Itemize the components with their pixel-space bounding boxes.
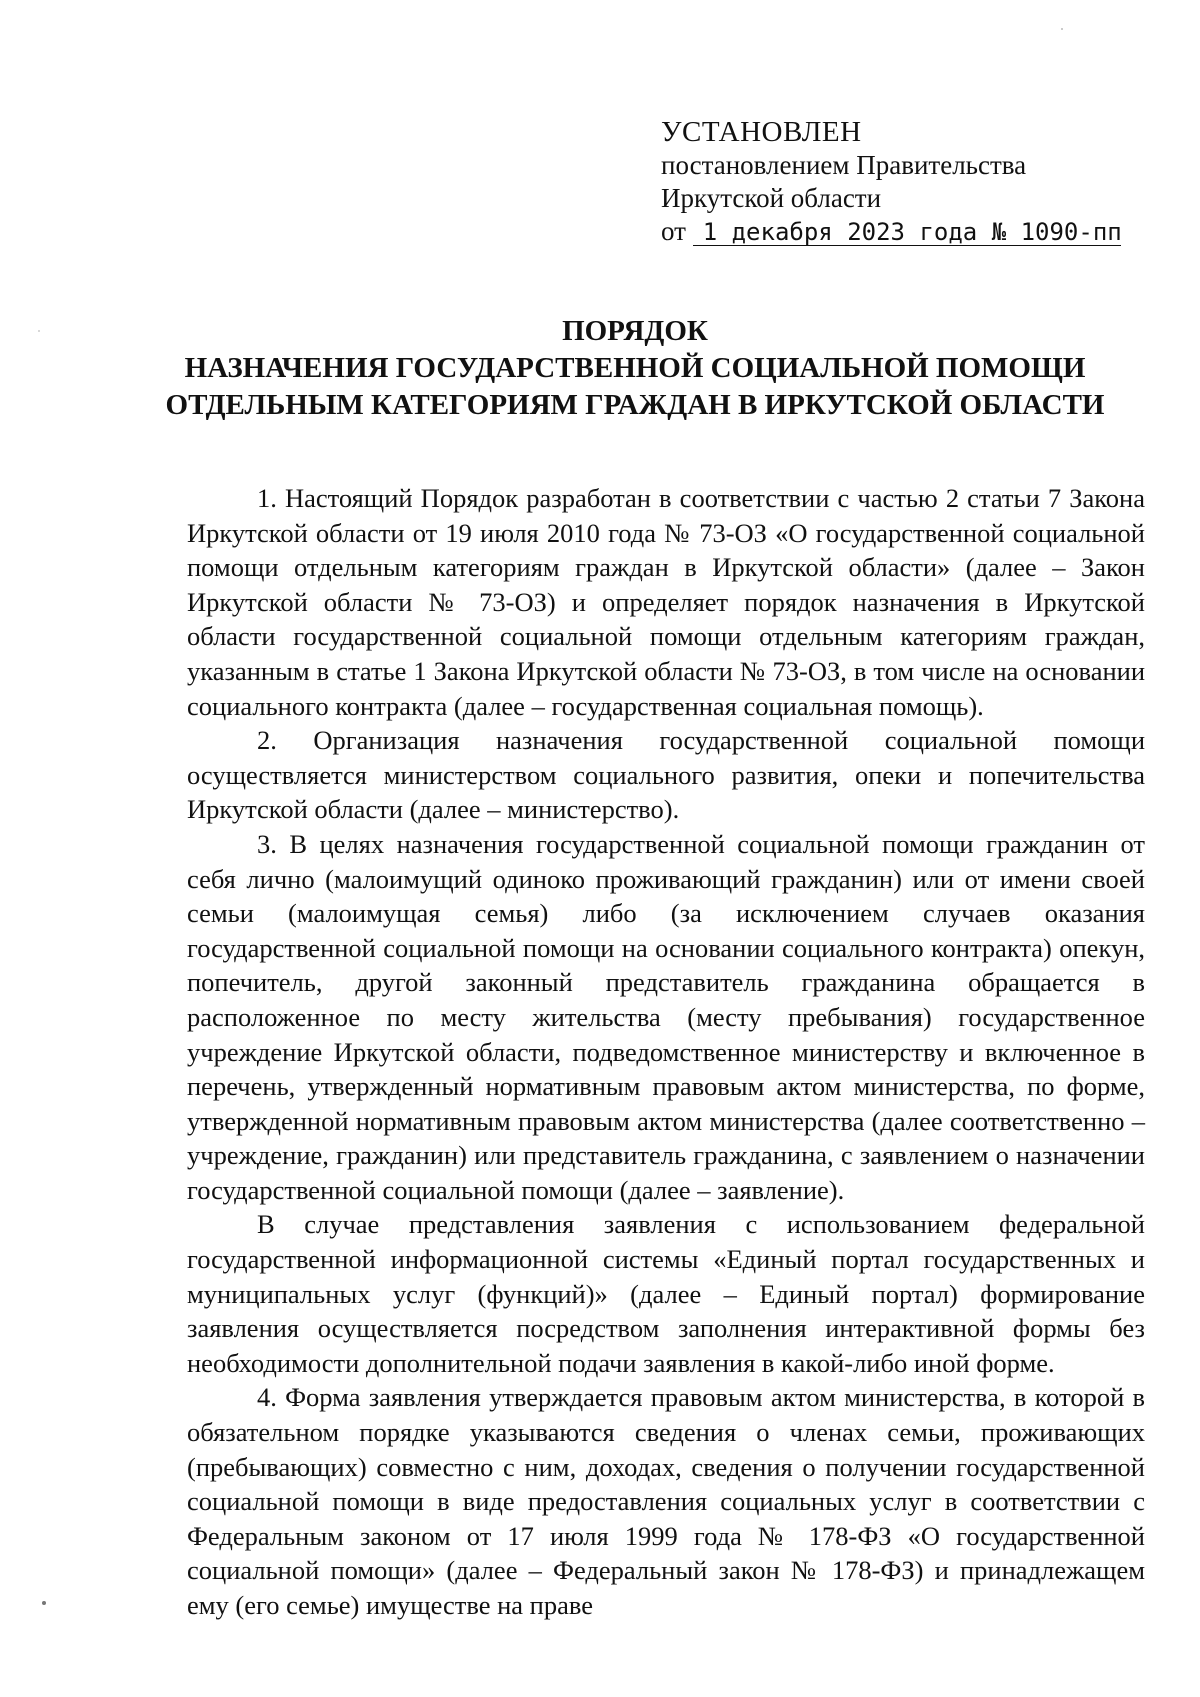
approval-date-line [661,215,1131,248]
approval-block [661,116,1131,248]
document-title [150,313,1120,424]
scan-speck [38,330,40,332]
paragraph-5: 4. Форма заявления утверждается правовым актом министерства, в которой в обязательном порядке указываются сведения о членах семьи, проживающих (пребывающих) совместно с ним, доходах, сведения о получении государственной социальной помощи в виде предоставления социальных услуг в соответствии с Федеральным законом от 17 июля 1999 года № 178-ФЗ «О государственной социальной помощи» (далее – Федеральный закон № 178-ФЗ) и принадлежащем ему (его семье) имуществе на праве [187,1382,1145,1620]
scan-speck [42,1601,46,1605]
paragraph-2: 2. Организация назначения государственной социальной помощи осуществляется министерством социального развития, опеки и попечительства Иркутской области (далее – министерство). [187,725,1145,825]
title-line-3: ОТДЕЛЬНЫМ КАТЕГОРИЯМ ГРАЖДАН В ИРКУТСКОЙ ОБЛАСТИ [165,389,1105,421]
paragraph-3: 3. В целях назначения государственной социальной помощи гражданин от себя лично (малоимущий одиноко проживающий гражданин) или от имени своей семьи (малоимущая семья) либо (за исключением случаев оказания государственной социальной помощи на основании социального контракта) опекун, попечитель, другой законный представитель гражданина обращается в расположенное по месту жительства (месту пребывания) государственное учреждение Иркутской области, подведомственное министерству и включенное в перечень, утвержденный нормативным правовым актом министерства, по форме, утвержденной нормативным правовым актом министерства (далее соответственно – учреждение, гражданин) или представитель гражданина, с заявлением о назначении государственной социальной помощи (далее – заявление). [187,828,1145,1205]
document-body [187,481,1145,1623]
approval-heading: УСТАНОВЛЕН [661,116,862,148]
approval-date-value: 1 декабря 2023 года № 1090-пп [693,219,1121,246]
paragraph-1: 1. Настоящий Порядок разработан в соответствии с частью 2 статьи 7 Закона Иркутской области от 19 июля 2010 года № 73-ОЗ «О государственной социальной помощи отдельным категориям граждан в Иркутской области» (далее – Закон Иркутской области № 73-ОЗ) и определяет порядок назначения в Иркутской области государственной социальной помощи отдельным категориям граждан, указанным в статье 1 Закона Иркутской области № 73-ОЗ, в том числе на основании социального контракта (далее – государственная социальная помощь). [187,483,1145,721]
paragraph-4: В случае представления заявления с использованием федеральной государственной информационной системы «Единый портал государственных и муниципальных услуг (функций)» (далее – Единый портал) формирование заявления осуществляется посредством заполнения интерактивной формы без необходимости дополнительной подачи заявления в какой-либо иной форме. [187,1209,1145,1378]
title-line-2: НАЗНАЧЕНИЯ ГОСУДАРСТВЕННОЙ СОЦИАЛЬНОЙ ПОМОЩИ [184,352,1086,384]
approval-line-1: постановлением Правительства [661,150,1027,180]
approval-date-prefix: от [661,216,686,246]
scan-speck [1061,28,1063,30]
title-line-1: ПОРЯДОК [562,315,708,347]
approval-line-2: Иркутской области [661,183,882,213]
